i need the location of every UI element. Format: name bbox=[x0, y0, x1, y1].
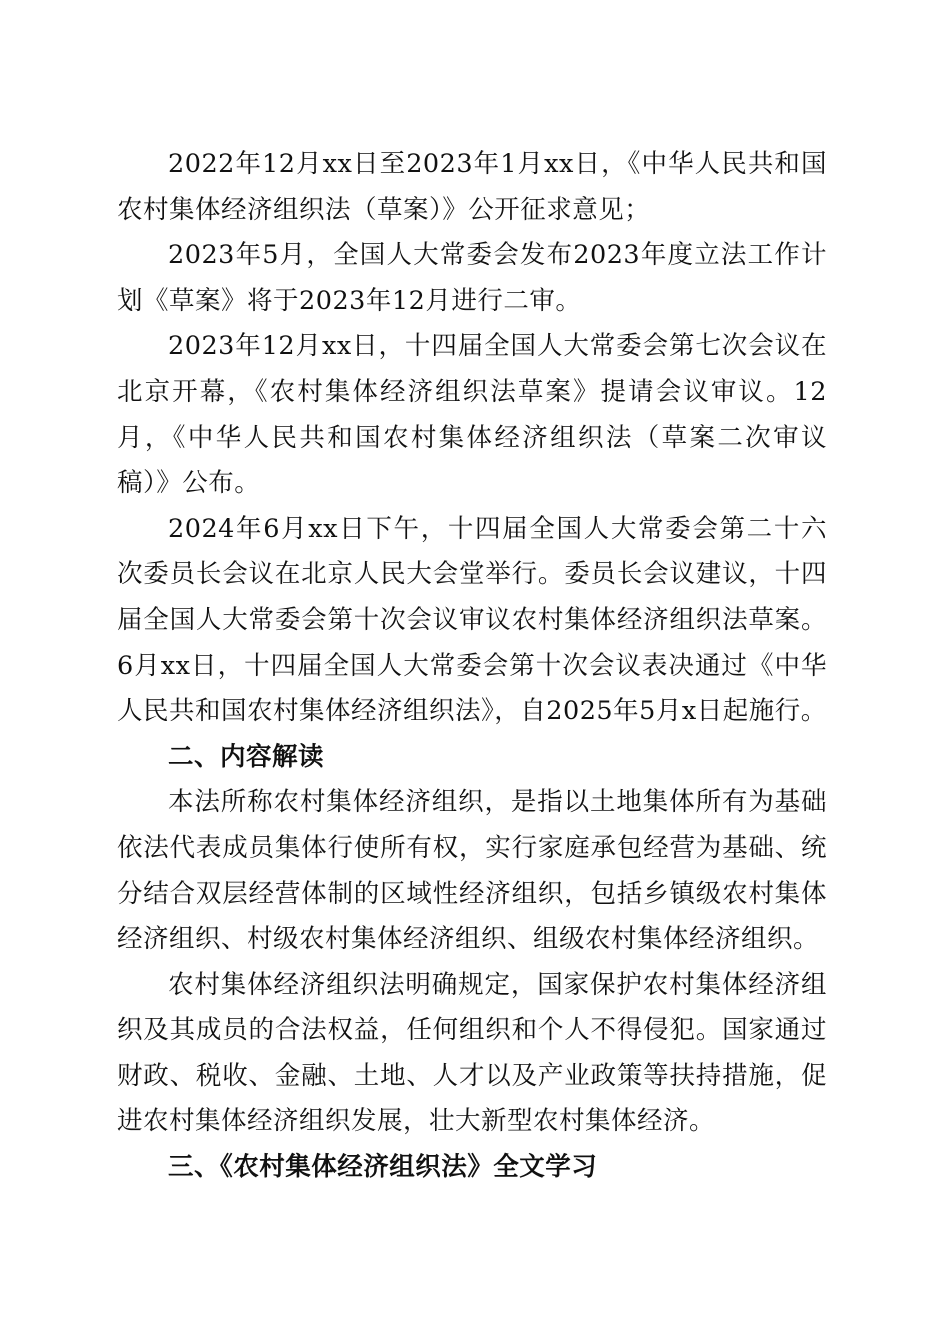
paragraph-second-review: 2023年12月xx日，十四届全国人大常委会第七次会议在北京开幕，《农村集体经济组织法草案》提请会议审议。12月，《中华人民共和国农村集体经济组织法（草案二次审议稿）》公布。 bbox=[117, 331, 827, 499]
paragraph-law-passed: 2024年6月xx日下午，十四届全国人大常委会第二十六次委员长会议在北京人民大会堂举行。委员长会议建议，十四届全国人大常委会第十次会议审议农村集体经济组织法草案。6月xx日，十四届全国人大常委会第十次会议表决通过《中华人民共和国农村集体经济组织法》，自2025年5月x日起施行。 bbox=[117, 513, 827, 727]
section-heading-content-interpretation: 二、内容解读 bbox=[168, 741, 325, 772]
paragraph-legislative-plan: 2023年5月，全国人大常委会发布2023年度立法工作计划《草案》将于2023年12月进行二审。 bbox=[117, 240, 827, 316]
paragraph-definition: 本法所称农村集体经济组织，是指以土地集体所有为基础依法代表成员集体行使所有权，实行家庭承包经营为基础、统分结合双层经营体制的区域性经济组织，包括乡镇级农村集体经济组织、村级农村集体经济组织、组级农村集体经济组织。 bbox=[117, 787, 827, 955]
paragraph-draft-consultation: 2022年12月xx日至2023年1月xx日，《中华人民共和国农村集体经济组织法（草案）》公开征求意见； bbox=[117, 149, 827, 225]
paragraph-protection: 农村集体经济组织法明确规定，国家保护农村集体经济组织及其成员的合法权益，任何组织和个人不得侵犯。国家通过财政、税收、金融、土地、人才以及产业政策等扶持措施，促进农村集体经济组织发展，壮大新型农村集体经济。 bbox=[117, 969, 827, 1137]
section-heading-full-text: 三、《农村集体经济组织法》全文学习 bbox=[168, 1152, 598, 1183]
document-body bbox=[117, 142, 827, 1191]
